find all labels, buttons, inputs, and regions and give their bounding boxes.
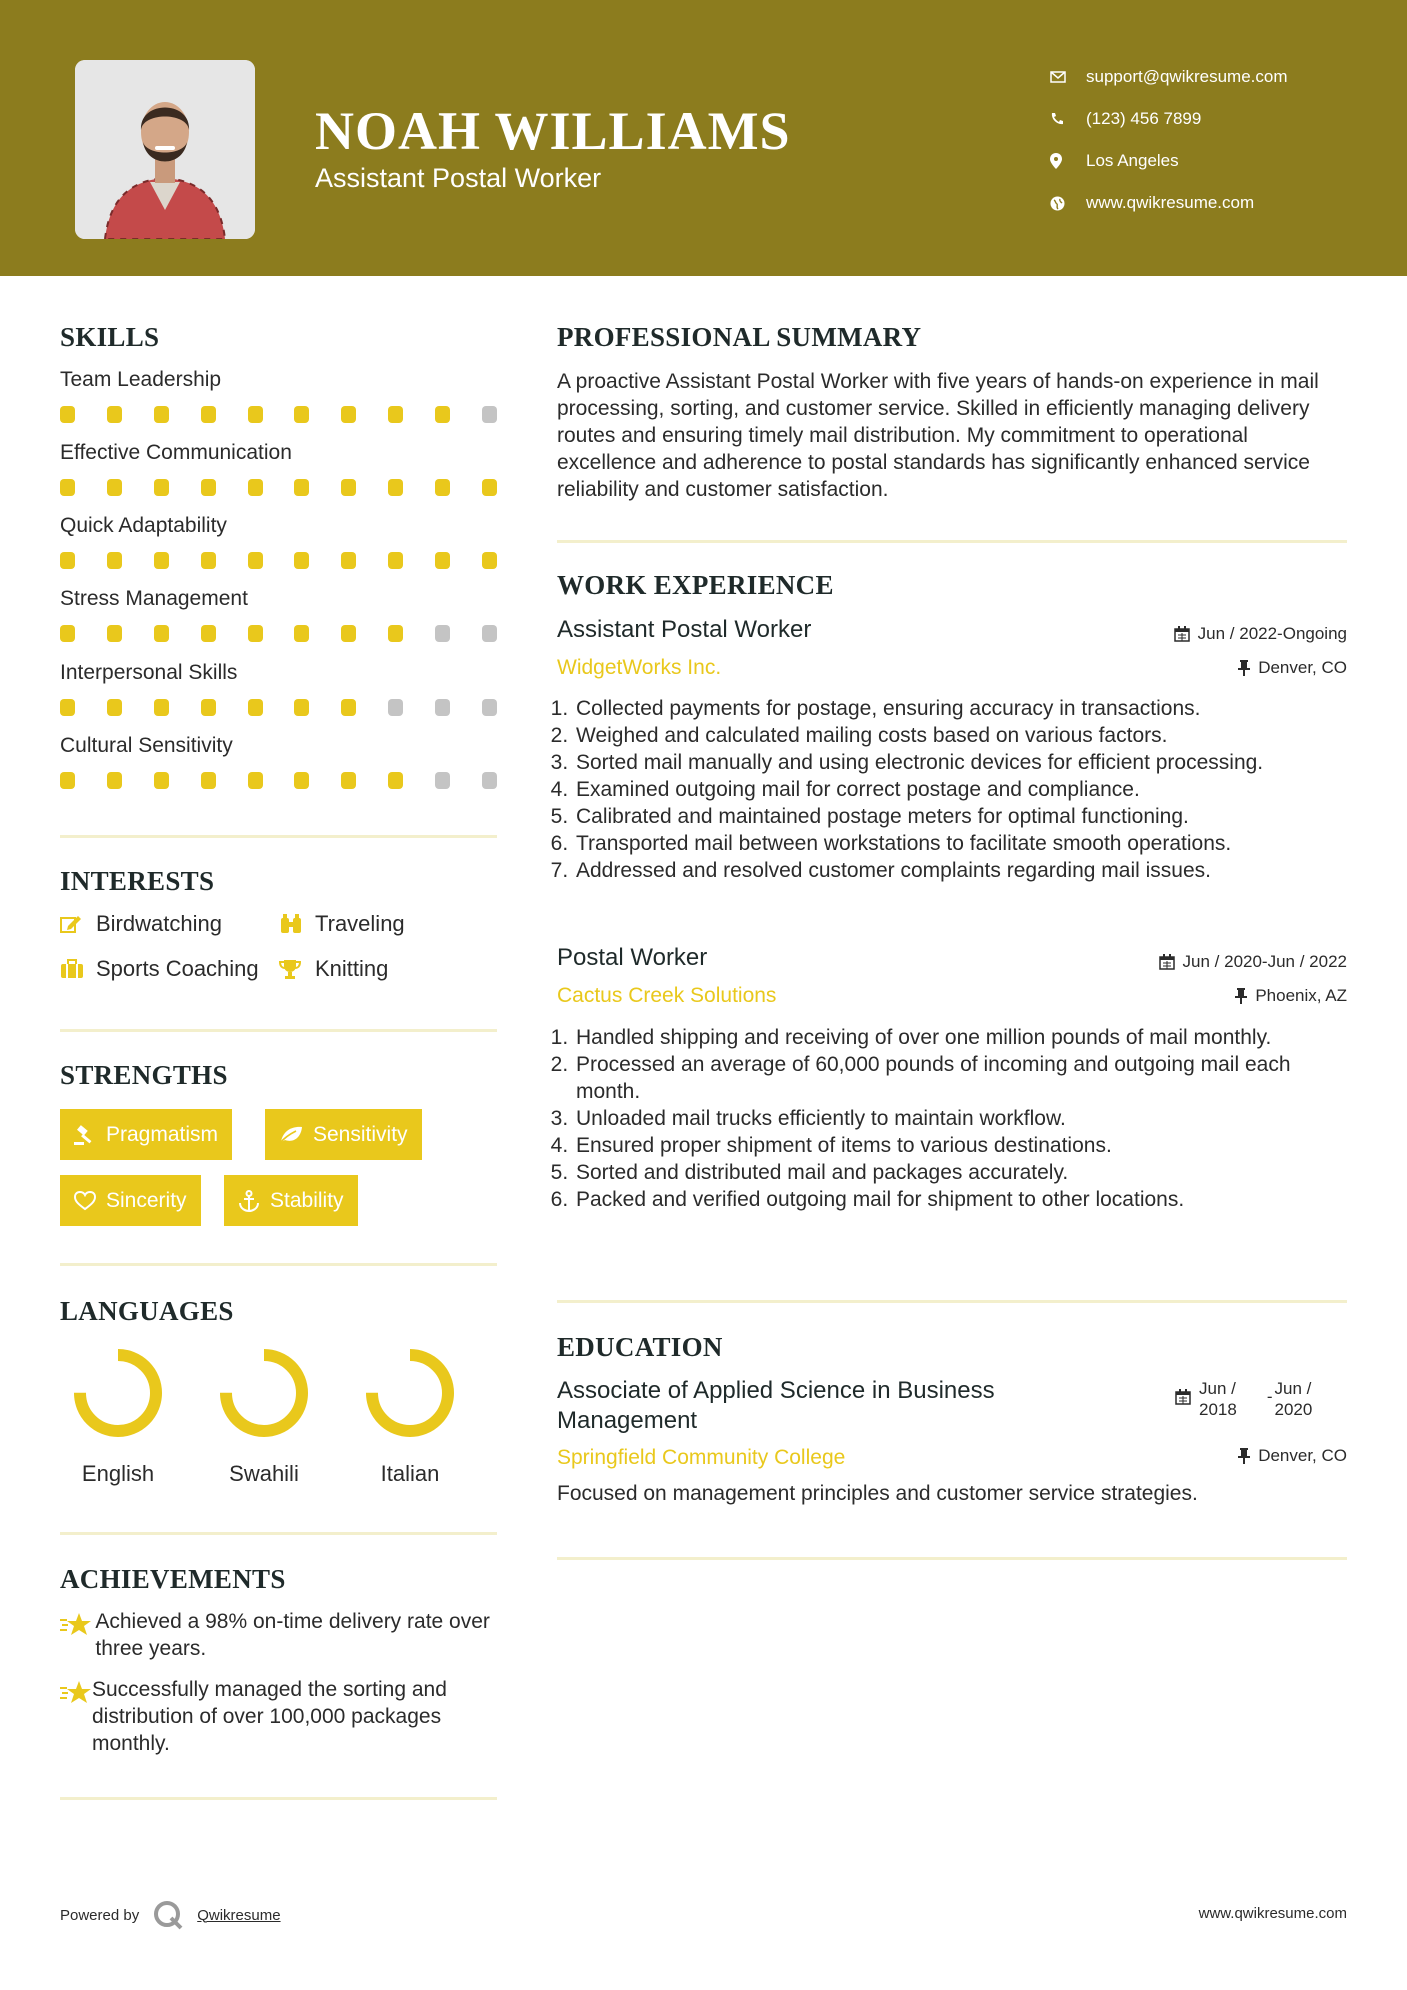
- job-location: Phoenix, AZ: [1235, 986, 1347, 1006]
- skill-dot: [294, 479, 309, 496]
- degree-title: Associate of Applied Science in Business Management: [557, 1377, 995, 1434]
- skill-dot: [388, 625, 403, 642]
- skill-dot: [482, 552, 497, 569]
- language-ring: [219, 1348, 309, 1438]
- skill-dot: [248, 552, 263, 569]
- experience-title: WORK EXPERIENCE: [557, 570, 834, 600]
- heart-icon: [74, 1191, 96, 1211]
- school-name: Springfield Community College: [557, 1446, 846, 1469]
- pushpin-icon: [1235, 988, 1247, 1004]
- strength-badge: Stability: [224, 1175, 358, 1226]
- skill-dot: [482, 625, 497, 642]
- skill-dot: [388, 479, 403, 496]
- skill-item: Team Leadership: [60, 368, 497, 423]
- section-divider: [60, 1029, 497, 1032]
- job-duties: [556, 1024, 1336, 1213]
- skill-dot: [482, 772, 497, 789]
- education-end-date: Jun / 2020: [1274, 1379, 1313, 1419]
- list-item: 6. Transported mail between workstations to facilitate smooth operations.: [574, 830, 1336, 857]
- calendar-icon: [1174, 626, 1190, 642]
- skill-item: Effective Communication: [60, 441, 497, 496]
- skill-dot: [482, 406, 497, 423]
- achievement-item: Achieved a 98% on-time delivery rate over three years.: [60, 1608, 497, 1662]
- list-item: 3. Sorted mail manually and using electronic devices for efficient processing.: [574, 749, 1336, 776]
- strengths-title: STRENGTHS: [60, 1060, 228, 1090]
- contact-phone[interactable]: (123) 456 7899: [1050, 98, 1288, 140]
- section-divider: [60, 835, 497, 838]
- skill-rating: [60, 699, 497, 716]
- skill-dot: [154, 699, 169, 716]
- list-item: 5. Calibrated and maintained postage meters for optimal functioning.: [574, 803, 1336, 830]
- skill-dot: [154, 772, 169, 789]
- trophy-icon: [279, 959, 315, 979]
- leaf-icon: [279, 1126, 303, 1144]
- skill-dot: [60, 552, 75, 569]
- skill-dot: [294, 699, 309, 716]
- skill-dot: [60, 406, 75, 423]
- list-item: 5. Sorted and distributed mail and packages accurately.: [574, 1159, 1336, 1186]
- skill-dot: [435, 479, 450, 496]
- interests-title: INTERESTS: [60, 866, 215, 896]
- phone-icon: [1050, 112, 1086, 126]
- language-ring: [365, 1348, 455, 1438]
- gavel-icon: [74, 1125, 96, 1145]
- skill-rating: [60, 552, 497, 569]
- skill-rating: [60, 625, 497, 642]
- education-location: Denver, CO: [1238, 1446, 1347, 1466]
- briefcase-icon: [60, 959, 96, 979]
- skill-dot: [435, 699, 450, 716]
- skill-dot: [107, 406, 122, 423]
- skill-item: Interpersonal Skills: [60, 661, 497, 716]
- skill-dot: [201, 552, 216, 569]
- section-divider: [60, 1532, 497, 1535]
- footer-branding: Powered by Qwikresume: [60, 1900, 281, 1930]
- skill-dot: [248, 699, 263, 716]
- skill-dot: [294, 625, 309, 642]
- language-ring: [73, 1348, 163, 1438]
- skill-dot: [388, 552, 403, 569]
- skill-dot: [154, 552, 169, 569]
- mail-icon: [1050, 71, 1086, 83]
- language-item: Swahili: [209, 1348, 319, 1487]
- summary-title: PROFESSIONAL SUMMARY: [557, 322, 922, 352]
- skill-dot: [248, 479, 263, 496]
- skill-dot: [248, 772, 263, 789]
- qwikresume-link[interactable]: Qwikresume: [197, 1906, 281, 1924]
- contact-list: [1050, 56, 1288, 224]
- achievement-item: Successfully managed the sorting and distribution of over 100,000 packages monthly.: [60, 1676, 497, 1757]
- skill-dot: [201, 625, 216, 642]
- interest-item: Traveling: [279, 911, 405, 937]
- interest-item: Sports Coaching: [60, 956, 259, 982]
- skill-dot: [107, 479, 122, 496]
- profile-photo: [75, 60, 255, 239]
- list-item: 1. Collected payments for postage, ensuring accuracy in transactions.: [574, 695, 1336, 722]
- skill-dot: [60, 699, 75, 716]
- qwikresume-logo-icon: [153, 1900, 185, 1930]
- skill-dot: [154, 479, 169, 496]
- company-name: WidgetWorks Inc.: [557, 656, 722, 679]
- section-divider: [60, 1263, 497, 1266]
- pushpin-icon: [1238, 1448, 1250, 1464]
- skill-dot: [154, 625, 169, 642]
- skill-dot: [341, 699, 356, 716]
- candidate-name: NOAH WILLIAMS: [315, 101, 791, 161]
- star-icon: [60, 1676, 92, 1757]
- list-item: 4. Examined outgoing mail for correct postage and compliance.: [574, 776, 1336, 803]
- skill-dot: [201, 772, 216, 789]
- language-item: Italian: [355, 1348, 465, 1487]
- skill-dot: [154, 406, 169, 423]
- location-pin-icon: [1050, 153, 1086, 169]
- job-location: Denver, CO: [1238, 658, 1347, 678]
- skill-dot: [107, 772, 122, 789]
- skill-dot: [107, 552, 122, 569]
- edit-icon: [60, 914, 96, 934]
- contact-location: Los Angeles: [1050, 140, 1288, 182]
- job-dates: Jun / 2020-Jun / 2022: [1159, 952, 1347, 972]
- list-item: 4. Ensured proper shipment of items to various destinations.: [574, 1132, 1336, 1159]
- skill-dot: [341, 625, 356, 642]
- skills-title: SKILLS: [60, 322, 160, 352]
- list-item: 1. Handled shipping and receiving of over one million pounds of mail monthly.: [574, 1024, 1336, 1051]
- skill-dot: [201, 699, 216, 716]
- education-dates: Jun / 2018 - Jun / 2020: [1175, 1378, 1312, 1420]
- skill-dot: [435, 772, 450, 789]
- skill-rating: [60, 406, 497, 423]
- globe-icon: [1050, 196, 1086, 211]
- strength-badge: Sincerity: [60, 1175, 201, 1226]
- skill-dot: [60, 772, 75, 789]
- resume-header: [0, 0, 1407, 276]
- language-item: English: [63, 1348, 173, 1487]
- skill-item: Quick Adaptability: [60, 514, 497, 569]
- section-divider: [60, 1797, 497, 1800]
- list-item: 2. Weighed and calculated mailing costs based on various factors.: [574, 722, 1336, 749]
- calendar-icon: [1159, 954, 1175, 970]
- section-divider: [557, 1300, 1347, 1303]
- skill-dot: [60, 479, 75, 496]
- skill-dot: [201, 479, 216, 496]
- list-item: 3. Unloaded mail trucks efficiently to maintain workflow.: [574, 1105, 1336, 1132]
- list-item: 6. Packed and verified outgoing mail for shipment to other locations.: [574, 1186, 1336, 1213]
- candidate-role: Assistant Postal Worker: [315, 163, 602, 193]
- skill-dot: [248, 406, 263, 423]
- skill-dot: [341, 552, 356, 569]
- skill-rating: [60, 772, 497, 789]
- skill-item: Stress Management: [60, 587, 497, 642]
- interest-item: Knitting: [279, 956, 388, 982]
- skill-dot: [388, 699, 403, 716]
- job-title: Postal Worker: [557, 944, 708, 971]
- skill-dot: [388, 772, 403, 789]
- skill-rating: [60, 479, 497, 496]
- footer-url[interactable]: www.qwikresume.com: [1198, 1905, 1347, 1922]
- interest-item: Birdwatching: [60, 911, 222, 937]
- pushpin-icon: [1238, 660, 1250, 676]
- section-divider: [557, 540, 1347, 543]
- skill-dot: [482, 699, 497, 716]
- list-item: 2. Processed an average of 60,000 pounds of incoming and outgoing mail each month.: [574, 1051, 1336, 1105]
- languages-title: LANGUAGES: [60, 1296, 234, 1326]
- contact-website[interactable]: www.qwikresume.com: [1050, 182, 1288, 224]
- contact-email[interactable]: support@qwikresume.com: [1050, 56, 1288, 98]
- skill-dot: [341, 479, 356, 496]
- anchor-icon: [238, 1190, 260, 1212]
- star-icon: [60, 1608, 95, 1662]
- education-start-date: Jun / 2018: [1199, 1379, 1237, 1419]
- company-name: Cactus Creek Solutions: [557, 984, 777, 1007]
- education-title: EDUCATION: [557, 1332, 723, 1362]
- skill-dot: [435, 625, 450, 642]
- job-duties: [556, 695, 1336, 884]
- skill-dot: [294, 406, 309, 423]
- skill-dot: [107, 699, 122, 716]
- skill-dot: [341, 406, 356, 423]
- skill-dot: [294, 552, 309, 569]
- job-dates: Jun / 2022-Ongoing: [1174, 624, 1347, 644]
- binoculars-icon: [279, 914, 315, 934]
- skill-dot: [60, 625, 75, 642]
- skill-dot: [435, 406, 450, 423]
- skill-dot: [435, 552, 450, 569]
- skill-dot: [248, 625, 263, 642]
- list-item: 7. Addressed and resolved customer complaints regarding mail issues.: [574, 857, 1336, 884]
- section-divider: [557, 1557, 1347, 1560]
- calendar-icon: [1175, 1389, 1191, 1405]
- skill-dot: [341, 772, 356, 789]
- skill-item: Cultural Sensitivity: [60, 734, 497, 789]
- summary-text: A proactive Assistant Postal Worker with five years of hands-on experience in mail processing, sorting, and customer service. Skilled in efficiently managing delivery routes and ensuring timely mail distribution. My commitment to operational excellence and adherence to postal standards has significantly enhanced service reliability and customer satisfaction.: [557, 370, 1319, 501]
- skill-dot: [201, 406, 216, 423]
- skill-dot: [482, 479, 497, 496]
- skill-dot: [294, 772, 309, 789]
- job-title: Assistant Postal Worker: [557, 616, 812, 643]
- skill-dot: [107, 625, 122, 642]
- strength-badge: Pragmatism: [60, 1109, 232, 1160]
- skill-dot: [388, 406, 403, 423]
- achievements-title: ACHIEVEMENTS: [60, 1564, 286, 1594]
- strength-badge: Sensitivity: [265, 1109, 422, 1160]
- education-description: Focused on management principles and customer service strategies.: [557, 1482, 1198, 1505]
